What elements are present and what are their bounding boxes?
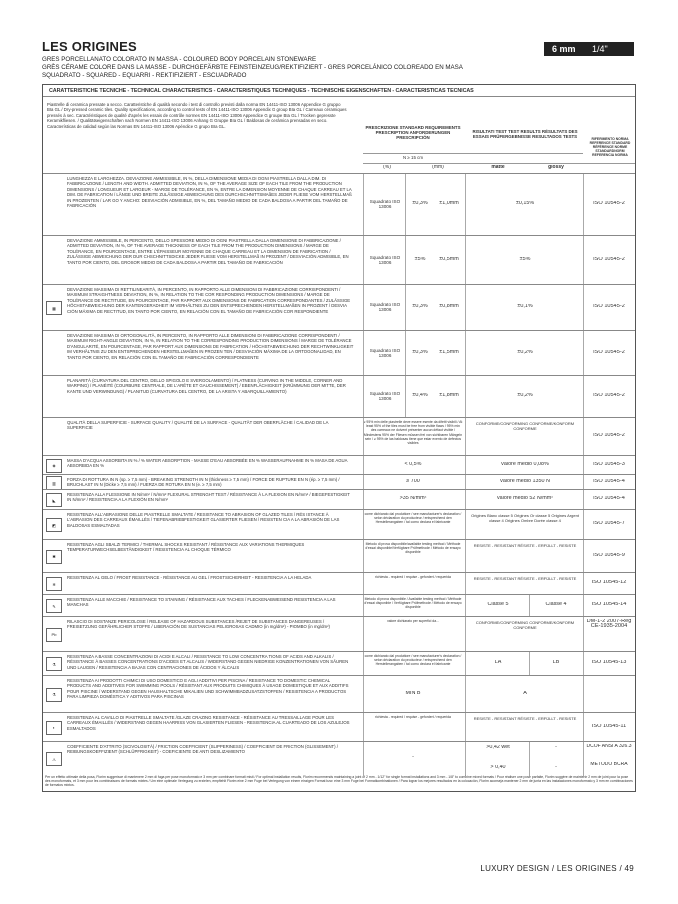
test-result-glossy: LB xyxy=(552,660,560,665)
standard-requirement: Metodo di prova disponibile / Available testing method / Méthode d'essai disponible / Verfügbare Prüfmethode / Método de ensayo disponible xyxy=(364,597,462,610)
test-result: ±0,1% xyxy=(517,304,533,309)
subtitle-line-3: SQUADRATO - SQUARED - EQUARRI - REKTIFIZIERT - ESCUADRADO xyxy=(42,72,247,80)
test-result-matte-bcra: > 0,40 xyxy=(490,765,506,770)
test-result: valore medio 1350 N xyxy=(500,478,550,484)
table-row xyxy=(43,235,635,285)
property-description: DEVIAZIONE AMMISSIBILE, IN PERCENTO, DELLO SPESSORE MEDIO DI OGNI PIASTRELLA DALLA DIMENSIONE DI FABBRICAZIONE / ADMITTED DEVIATION, IN %, OF THE AVERAGE THICKNESS OF EACH TILE FROM THE PRODUCTION DIMENSIONS / MARGE DE TOLÉRANCE, EN POURCENTAGE, ENTRE L'ÉPAISSEUR MOYENNE DE CHAQUE CARREAU ET LA DIMENSION DE FABRICATION / ZULÄSSIGE ABWEICHUNG DER DUR CHSCHNITTSDICKE JEDER FLIESE VOM HERSTELLMAß IN PROZENT / DESVIACIÓN ADMISIBLE, EN TANTO POR CIENTO, DEL GROSOR MEDIO DE CADA BALDOSA A PARTIR DEL TAMAÑO DE FABRICACIÓN xyxy=(67,238,349,265)
iso-reference: ISO 10545-2 xyxy=(593,256,625,262)
header-size: N ≥ 15 cm xyxy=(403,155,423,160)
property-description: PLANARITÀ (CURVATURA DEL CENTRO, DELLO SPIGOLO E SVERGOLAMENTO) / FLATNESS (CURVING IN THE MIDDLE, CORNER AND WARPING) / PLANÉITÉ (COURBURE CENTRALE, DE L'ARÊTE ET GAUCHISSEMENT) / EBENFLÄCHIGKEIT (KRÜMMUNG DER MITTE, DER KANTE UND VERWINDUNG) / PLANITUD (CURVATURA DEL CENTRO, DE LA ARISTA Y ABARQUILLAMIENTO) xyxy=(67,378,346,394)
tolerance-percent: ±5% xyxy=(414,256,426,262)
table-row xyxy=(43,616,635,652)
iso-reference: ISO 10545-3 xyxy=(593,461,625,467)
table-row xyxy=(43,741,635,776)
property-icon: ◈ xyxy=(45,458,63,474)
tolerance-percent: ±0,3% xyxy=(412,201,428,206)
property-icon: ✱ xyxy=(45,549,63,565)
table-intro: Piastrelle di ceramica pressate a secco. Caratteristiche di qualità secondo i test di controllo previsti dalla norma EN 14411-ISO 13006 Appendice G gruppo BIa GL / Dry-pressed ceramic tiles. Quality specifications, according to control tests of EN 14411-ISO 13006 Appendix G group BIa GL / Carreaux céramiques pressés à sec. Caractéristiques de qualité d'après les essais de contrôle normes EN 14411-ISO 13006 Appendice G groupe BIa GL / Trocken gepresste Keramikfliesen. / Qualitätseigenschaften nach Normen EN 14411-ISO 13006 Anhang G Gruppe BIa GL / Baldosas de cerámica prensadas en seco. Características de calidad según las Normas EN 14411-ISO 13006 Apéndice G grupo BIa GL. xyxy=(47,102,347,129)
table-row xyxy=(43,675,635,713)
product-subtitle xyxy=(42,56,482,81)
property-icon: ✎ xyxy=(45,598,63,614)
property-description: DEVIAZIONE MASSIMA DI ORTOGONALITÀ, IN PERCENTO, IN RAPPORTO ALLE DIMENSIONI DI FABBRICAZIONE CORRISPONDENTI / MAXIMUM RIGHT-ANGLE DEVIATION, IN %, IN RELATION TO THE CORRESPONDING PRODUCTION DIMENSIONS / MARGE DE TOLÉRANCE D'ANGULARITÉ, EN POURCENTAGE, PAR RAPPORT AUX DIMENSIONS DE FABRICATION / HÖCHSTABWEICHUNG DER RECHTWINKLIGKEIT IM VERHÄLTNIS ZU DEN ENTSPRECHENDEN HERSTELLMAßEN IN PROZEN TEN / DESVIACIÓN MÁXIMA DE LA ORTOGONALIDAD, EN TANTO POR CIENTO, EN RELACIÓN CON EL TAMAÑO DE FABRICACIÓN CORRESPONDIENTE xyxy=(67,333,354,360)
iso-reference: DCOF ANSI A 326.3 xyxy=(586,744,632,749)
table-row xyxy=(43,489,635,510)
standard-requirement: MIN B xyxy=(405,690,421,696)
page-footer: LUXURY DESIGN / LES ORIGINES / 49 xyxy=(480,864,634,873)
thickness-inch: 1/4" xyxy=(592,44,608,54)
standard-requirement: ≥ 700 xyxy=(406,478,420,484)
iso-reference: ISO 10545-2 xyxy=(593,349,625,355)
test-result-glossy: Classe 4 xyxy=(545,602,567,607)
standard-requirement: richiesta - required / requise - gefordert / requerida xyxy=(375,575,451,579)
iso-reference: ISO 10545-12 xyxy=(591,580,627,585)
subtitle-line-2: GRÈS CÉRAME COLORE DANS LA MASSE - DURCHGEFÄRBTE FEINSTEINZEUG/REKTIFIZIERT - GRES PORCELÁNICO COLOREADO EN MASA xyxy=(42,64,463,72)
standard-requirement: come dichiarato dal produttore / see manufacturer's declaration / selon déclaration du producteur / entsprechend den Herstellerangaben / tal como declara el fabricante xyxy=(364,654,462,667)
table-row xyxy=(43,330,635,376)
property-description: RESISTENZA AL CAVILLO DI PIASTRELLE SMALTATE /GLAZE CRAZING RESISTANCE - RÉSISTANCE AU TRESSAILLAGE POUR LES CARREAUX ÉMAILLÉS / WIDERSTAND GEGEN HAARRISS VON GLASIERTEN FLIESEN - RESISTENCIA AL CUARTEADO DE LOS AZULEJOS ESMALTADOS xyxy=(67,715,350,731)
standard-requirement: - xyxy=(412,755,414,760)
property-icon: ▥ xyxy=(45,475,63,491)
iso-reference: DM-1-2 2007-Reg CE-1935-2004 xyxy=(586,619,632,630)
technical-table xyxy=(42,84,636,792)
thickness-mm: 6 mm xyxy=(552,44,576,54)
test-result: CONFORME/CONFORMING CONFORME/KONFORM CONFORME xyxy=(475,620,575,631)
page-title: LES ORIGINES xyxy=(42,39,137,54)
property-description: RESISTENZA ALL'ABRASIONE DELLE PIASTRELLE SMALTATE / RESISTANCE TO ABRASION OF GLAZED TILES / RÉS ISTANCE À L'ABRASION DES CARREAUX ÉMAILLÉS / TIEFENABRIEBFESTIGKEIT GLASIERTER FLIESEN / RESISTEN CIA A LA ABRASIÓN DE LAS BALDOSAS ESMALTADAS xyxy=(67,512,340,528)
table-row xyxy=(43,509,635,540)
table-row xyxy=(43,173,635,236)
test-result: RESISTE - RESISTANT RÉSISTE - ERFÜLLT - RESISTE xyxy=(473,543,577,548)
table-title: CARATTERISTICHE TECNICHE - TECHNICAL CHARACTERISTICS - CARACTERISTIQUES TECHNIQUES - TECHNISCHE EIGENSCHAFTEN - CARACTERÍSTICAS TÉCNICAS xyxy=(49,88,474,94)
property-description: RESISTENZA AGLI SBALZI TERMICI / THERMAL SHOCKS RESISTANT / RÉSISTANCE AUX VARIATIONS THERMIQUES TEMPERATURWECHSELBESTÄNDIGKEIT / RESISTENCIA AL CHOQUE TÉRMICO xyxy=(67,542,305,553)
standard-requirement: >35 N/mm² xyxy=(399,496,427,501)
tolerance-mm: ±1,0mm xyxy=(439,201,459,206)
property-description: RESISTENZA ALLE MACCHIE / RESISTANCE TO STAINING / RÉSISTANCE AUX TACHES / FLECKENABWEISEND RESISTENCIA A LAS MANCHAS xyxy=(67,597,336,608)
standard-requirement: < 0,5% xyxy=(404,461,422,467)
test-result: ±5% xyxy=(519,256,531,262)
tolerance-percent: ±0,3% xyxy=(412,349,428,355)
tolerance-mm: ±0,5mm xyxy=(439,256,459,262)
iso-reference-bcra: METODO BCRA xyxy=(590,762,628,767)
test-result: ±0,2% xyxy=(517,393,533,398)
test-result: Origines Blanc classe 5 Origines Or classe 5 Origines Argent classe 4 Origines Ombre Dorée classe 4 xyxy=(471,513,579,524)
standard-requirement: Metodo di prova disponibile/available testing method / Méthode d'essai disponible/Verfügbare Prüfmethode / Método de ensayo disponible xyxy=(365,542,461,555)
iso-reference: ISO 10545-2 xyxy=(593,433,625,438)
property-icon: ◐ xyxy=(45,720,63,736)
test-result: A xyxy=(523,690,527,696)
property-description: RESISTENZA A BASSE CONCENTRAZIONI DI ACIDI E ALCALI / RESISTANCE TO LOW CONCENTRA TIONS OF ACIDS AND ALKALIS / RÉSISTANCE À BASSES CONCENTRATIONS D'ACIDES ET ALCALIS / WIDERSTAND GEGEN NIEDRIGE KONZENTRATIONEN VON SÄUREN UND LAUGEN / RESISTENCIA A BAJAS CON CENTRACIONES DE ÁCIDOS Y ÁLCALIS xyxy=(67,654,349,670)
test-result-matte: >0,42 wet xyxy=(486,745,510,750)
header-percent: (%) xyxy=(383,165,391,170)
header-glossy: glossy xyxy=(548,165,564,170)
iso-reference: ISO 10545-7 xyxy=(593,521,625,526)
table-row xyxy=(43,284,635,331)
table-row xyxy=(43,572,635,595)
tolerance-mm: ±1,8mm xyxy=(439,393,459,398)
thickness-badge xyxy=(544,42,634,56)
iso-reference: ISO 10545-2 xyxy=(593,201,625,206)
header-test-results: RISULTATI TEST TEST RESULTS RÉSULTATS DES ESSAIS PRÜFERGEBNISSE RESULTADOS TESTS xyxy=(472,129,578,139)
property-description: MASSA D'ACQUA ASSORBITA IN % / % WATER ABSORPTION - MASSE D'EAU ABSORBÉE EN % WASSERAUFNAHME IN % MASA DE AGUA ABSORBIDA EN % xyxy=(67,458,348,469)
property-description: COEFFICIENTE D'ATTRITO (SCIVOLOSITÀ) / FRICTION COEFFICIENT (SLIPPERINESS) / COEFFICIENT DE FRICTION (GLISSEMENT) / REIBUNGSKOEFFIZIENT (SCHLÜPFRIGKEIT) - COEFICIENTE DE ANTI DESLIZAMIENTO xyxy=(67,744,338,755)
table-row xyxy=(43,375,635,418)
header-rule-2 xyxy=(363,163,635,164)
iso-reference: ISO 10545-13 xyxy=(591,660,627,665)
tolerance-mm: ±0,8mm xyxy=(439,304,459,309)
header-reference: RIFERIMENTO NORMA REFERENCE STANDARD RÉFÉRENCE NORME STANDARDNORM REFERENCIA NORMA xyxy=(589,137,631,157)
property-icon: Pb xyxy=(45,627,63,643)
property-description: RILASCIO DI SOSTANZE PERICOLOSE / RELEASE OF HAZARDOUS SUBSTANCES /REJET DE SUBSTANCES DANGEREUSES / FREISETZUNG GEFÄHRLICHER STOFFE / LIBERACIÓN DE SUSTANCIAS PELIGROSAS CADMIO (in mg/dm²) - PIOMBO (in mg/dm²) xyxy=(67,619,330,630)
standard-requirement: ≥ 95% min delle piastrelle deve essere esente da difetti visibili / At least 95% of the tiles must be free from visible flaws / 95% min des carreaux ne doivent présenter aucun défaut visible / Mindestens 95% der Fliesen müssen frei von sichtbaren Mängeln sein / ≥ 95% de las baldosas tiene que estar exento de defectos visibles xyxy=(363,420,463,446)
header-mm: (mm) xyxy=(432,165,444,170)
tolerance-mm: ±1,5mm xyxy=(439,349,459,355)
property-description: DEVIAZIONE MASSIMA DI RETTILINEARITÀ, IN PERCENTO, IN RAPPORTO ALLE DIMENSIONI DI FABBRICAZIONE CORRISPONDENTI / MAXIMUM STRAIGHTNESS DEVIATION, IN %, IN RELATION TO THE COR RESPONDING PRODUCTION DIMENSIONS / MARGE DE TOLÉRANCE DE RECTITUDE, EN POURCENTAGE, PAR RAPPORT AUX DIMENSIONS DE FABRICATION CORRESPONDANTES / ZULÄSSIGE HÖCHSTABWEICHUNG DER KANTENGERADHEIT IM VERHÄLTNIS ZU DEN ENTSPRECHENDEN HERSTELLMAßEN IN PROZENT / DESVIA CIÓN MÁXIMA DE RECTITUD, EN TANTO POR CIENTO, EN RELACIÓN CON EL TAMAÑO DE FABRICACIÓN COR RESPONDIENTE xyxy=(67,287,351,314)
standard-reference: Squadrato ISO 13006 xyxy=(369,254,401,265)
property-icon: ⚗ xyxy=(45,656,63,672)
table-row xyxy=(43,594,635,617)
test-result: RESISTE - RESISTANT RÉSISTE - ERFÜLLT - RESISTE xyxy=(473,716,577,721)
test-result: CONFORME/CONFORMING CONFORME/KONFORM CONFORME xyxy=(475,421,575,432)
property-icon: ❄ xyxy=(45,576,63,592)
test-result-matte: LA xyxy=(494,660,502,665)
table-row xyxy=(43,712,635,742)
standard-requirement: richiesta - required / requise - gefordert / requerida xyxy=(375,715,451,719)
standard-requirement: come dichiarato dal produttore / see manufacturer's declaration / selon déclaration du producteur / entsprechend den Herstellerangaben / tal como declara el fabricante xyxy=(364,512,462,525)
property-icon: ⚗ xyxy=(45,687,63,703)
table-row xyxy=(43,474,635,490)
test-result: valore medio 52 N/mm² xyxy=(496,496,554,501)
standard-reference: Squadrato ISO 13006 xyxy=(369,347,401,358)
standard-reference: Squadrato ISO 13006 xyxy=(369,391,401,402)
header-rule xyxy=(363,153,583,154)
tolerance-percent: ±0,3% xyxy=(412,304,428,309)
standard-reference: Squadrato ISO 13006 xyxy=(369,302,401,313)
test-result-glossy-bcra: - xyxy=(555,765,557,770)
test-result: ±0,2% xyxy=(517,349,533,355)
table-row xyxy=(43,417,635,456)
test-result: RESISTE - RESISTANT RÉSISTE - ERFÜLLT - RESISTE xyxy=(473,576,577,581)
table-row xyxy=(43,651,635,676)
header-requirements: PRESCRIZIONE STANDARD REQUIREMENTS PRESCRIPTION ANFORDERUNGEN PRESCRIPCIÓN xyxy=(365,125,461,140)
test-result-glossy: - xyxy=(555,745,557,750)
table-row xyxy=(43,539,635,573)
table-note: Per un effetto ottimale della posa, Florim suggerisce di mantenere 2 mm di fuga per pose monoformato e 3 mm per combinare formati misti / For optimal installation results, Florim recommends maintaining a joint of 2 mm - 1/12" for single format installations and 3 mm - 1/8" to combine mixed formats / Pour réaliser une pose parfaite, Florim suggère de maintenir 2 mm de joint pour la pose des monoformats, et 3 mm pour les combinaisons de formats mixtes / Um eine optimale Verlegung zu erzielen, empfiehlt Florim eine 2 mm Fuge bei Verlegung von einem einzigen Format bzw. eine 3 mm Fuge bei Formatkombinationen / Para lograr los mejores resultados en la colocación, Florim aconseja mantener 2 mm de junta en las instalaciones monoformato y 3 mm en combinaciones de formatos mixtos. xyxy=(45,775,633,788)
iso-reference: ISO 10545-11 xyxy=(591,723,627,729)
iso-reference: ISO 10545-4 xyxy=(593,496,625,501)
property-icon: ◣ xyxy=(45,492,63,508)
iso-reference: ISO 10545-14 xyxy=(591,602,627,607)
table-row xyxy=(43,455,635,475)
iso-reference: ISO 10545-4 xyxy=(593,478,625,484)
property-icon: ▦ xyxy=(45,300,63,316)
table-divider xyxy=(43,96,635,97)
standard-requirement: valore dichiarato per superfici da... xyxy=(387,619,439,623)
iso-reference: ISO 10545-2 xyxy=(593,304,625,309)
property-description: RESISTENZA ALLA FLESSIONE IN N/mm² / N/mm² FLEXURAL STRENGHT TEST / RÉSISTANCE À LA FLEXION EN N/mm² / BIEGEFESTIGKEIT IN N/mm² / RESISTENCIA A LA FLEXIÓN EN N/mm² xyxy=(67,492,350,503)
test-result-matte: Classe 5 xyxy=(487,602,509,607)
iso-reference: ISO 10545-2 xyxy=(593,393,625,398)
test-result: ±0,15% xyxy=(515,201,535,206)
property-description: RESISTENZA AI PRODOTTI CHIMICI DI USO DOMESTICO E AGLI ADDITIVI PER PISCINA / RESISTANCE TO DOMESTIC CHEMICAL PRODUCTS AND ADDITIVES FOR SWIMMING POOLS / RÉSISTANT AUX PRODUITS CHIMIQUES À USAGE DOMESTIQUE ET AUX ADDITIFS POUR PISCINE / WIDERSTAND GEGEN HAUSHALTSCHE MIKALIEN UND SCHWIMMBADZUSATZSTOFFEN / RESISTENCIA A PRODUCTOS PARA LIMPIEZA DOMÉSTICA Y ADITIVOS PARA PISCINAS xyxy=(67,678,349,700)
standard-reference: Squadrato ISO 13006 xyxy=(369,199,401,210)
property-description: FORZA DI ROTTURA IN N (sp. ≥ 7,5 mm) - BREAKING STRENGTH IN N (thickness ≥ 7,5 mm) / FORCE DE RUPTURE EN N (ép. ≥ 7,5 mm) / BRUCHLAST IN N (Dicke ≥ 7,5 mm) / FUERZA DE ROTURA EN N (e. ≥ 7,5 mm) xyxy=(67,477,340,488)
property-icon: ⚠ xyxy=(45,751,63,767)
property-description: RESISTENZA AL GELO / FROST RESISTANCE - RÉSISTANCE AU GEL / FROSTSICHERHEIT - RESISTENCIA A LA HELADA xyxy=(67,575,312,580)
test-result: valore medio 0,08% xyxy=(501,461,549,467)
property-icon: ◩ xyxy=(45,517,63,533)
property-description: QUALITÀ DELLA SUPERFICIE - SURFACE QUALITY / QUALITÉ DE LA SURFACE - QUALITÄT DER OBERFLÄCHE / CALIDAD DE LA SUPERFICIE xyxy=(67,420,329,431)
property-description: LUNGHEZZA E LARGHEZZA. DEVIAZIONE AMMISSIBILE, IN %, DELLA DIMENSIONE MEDIA DI OGNI PIASTRELLA DALLA DIM. DI FABBRICAZIONE / LENGTH AND WIDTH. ADMITTED DEVIATION, IN %, OF THE AVERAGE SIZE OF EACH TILE FROM THE PRODUCTION DIMENSIONS / LONGUEUR ET LARGEUR - MARGE DE TOLÉRANCE, EN %, ENTRE LA DIMENSION MOYENNE DE CHAQUE CARREAU ET LA DIM. DE FABRICATION / LÄNGE UND BREITE ZULÄSSIGE ABWEICHUNG DES DURCHSCHNITTSMAßES JEDER FLIESE VOM HERSTELLMAß IN PROZENTEN / LAR GO Y ANCHO: DESVIACIÓN ADMISIBLE, EN %, DEL TAMAÑO MEDIO DE CADA BALDOSA A PARTIR DEL TAMAÑO DE FABRICACIÓN xyxy=(67,176,352,209)
iso-reference: ISO 10545-9 xyxy=(593,552,625,558)
subtitle-line-1: GRES PORCELLANATO COLORATO IN MASSA - COLOURED BODY PORCELAIN STONEWARE xyxy=(42,56,317,63)
tolerance-percent: ±0,4% xyxy=(412,393,428,398)
header-matte: matte xyxy=(491,165,505,170)
